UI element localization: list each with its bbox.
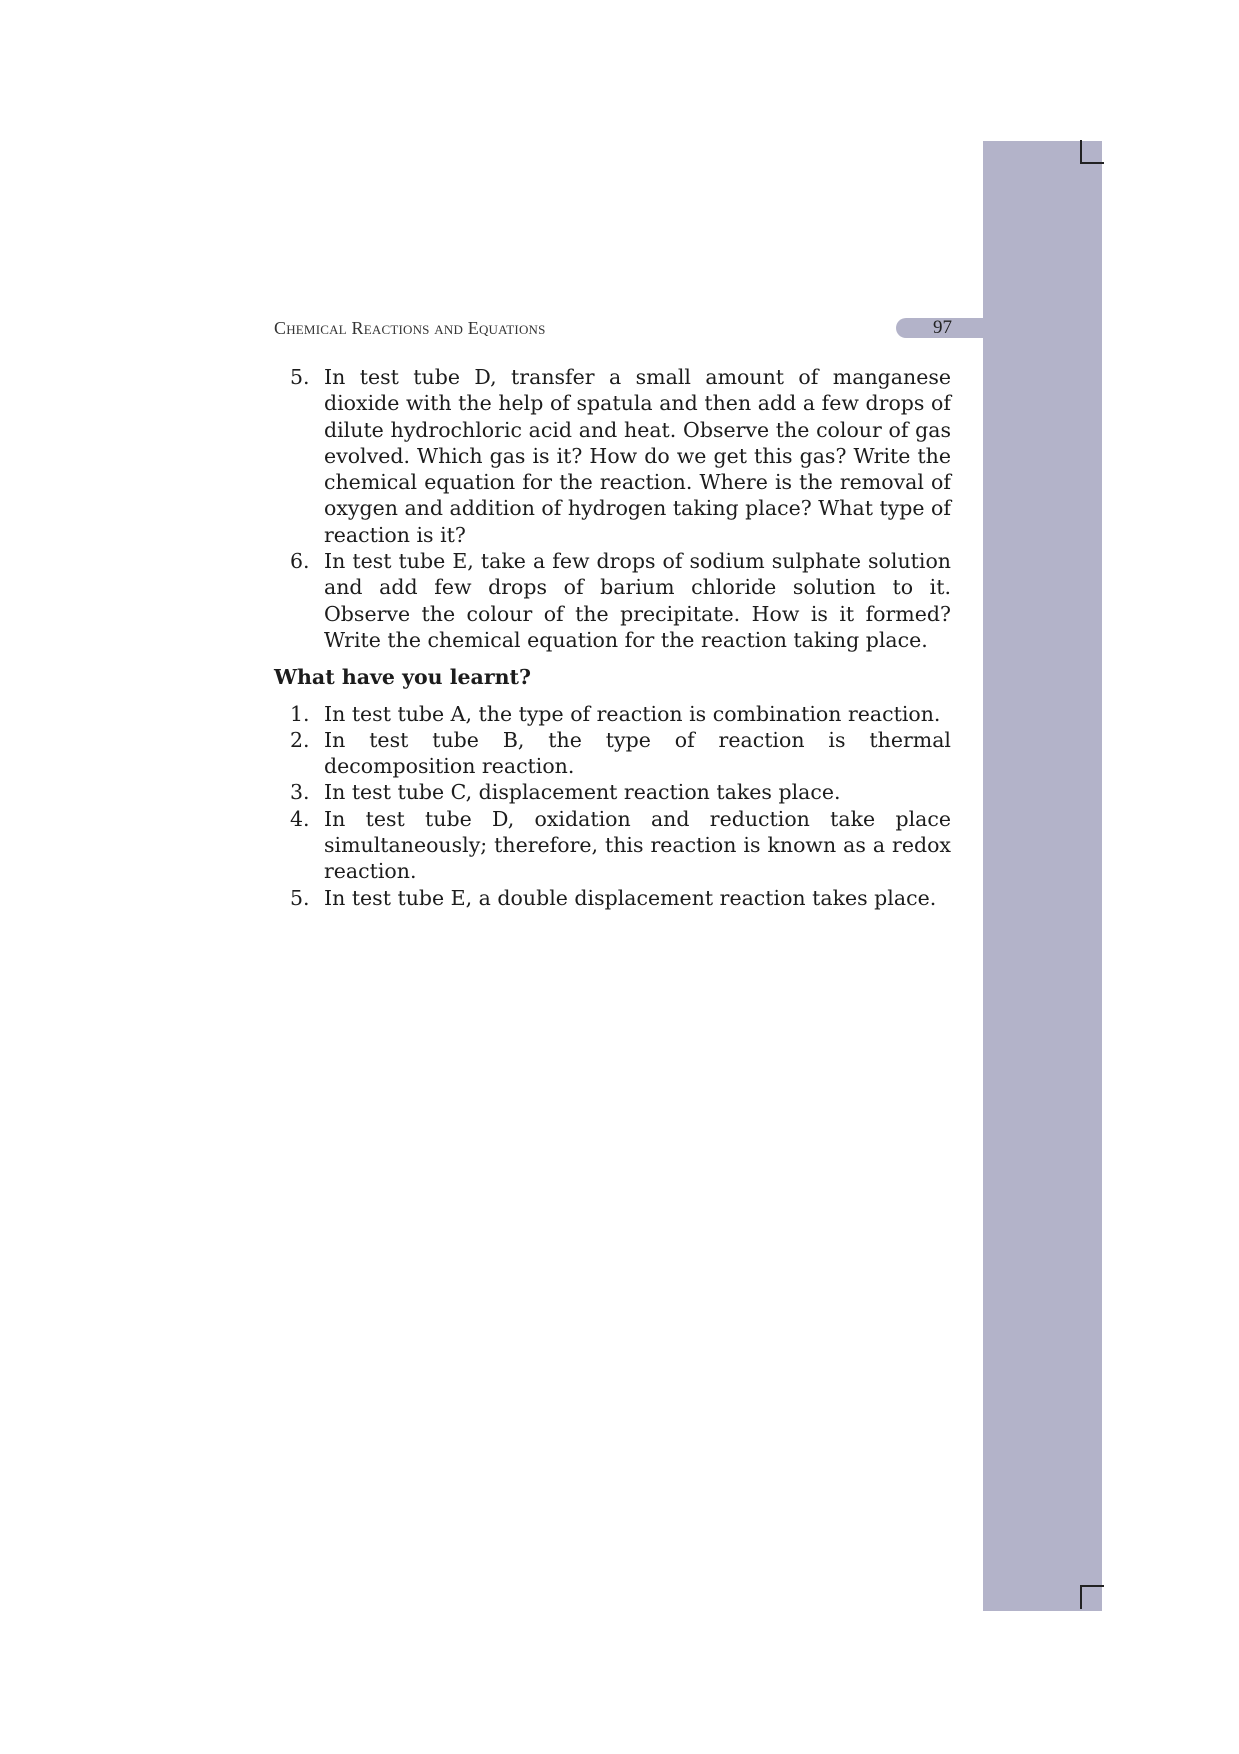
side-margin-band <box>983 141 1102 1611</box>
running-title: Chemical Reactions and Equations <box>274 318 546 338</box>
learnt-list <box>274 701 951 911</box>
list-item <box>274 885 951 911</box>
item-text: In test tube C, displacement reaction takes place. <box>324 780 841 805</box>
item-number: 6. <box>290 549 310 574</box>
list-item <box>274 806 951 885</box>
list-item <box>274 548 951 653</box>
crop-mark-bottom <box>1080 1585 1104 1609</box>
item-text: In test tube B, the type of reaction is thermal decomposition reaction. <box>324 727 951 779</box>
crop-mark-top <box>1080 140 1104 164</box>
page-content <box>274 364 951 911</box>
item-number: 5. <box>290 885 310 910</box>
item-number: 1. <box>290 701 310 726</box>
item-number: 5. <box>290 365 310 389</box>
item-text: In test tube E, a double displacement reaction takes place. <box>324 885 937 910</box>
list-item <box>274 779 951 805</box>
item-text: In test tube E, take a few drops of sodium sulphate solution and add few drops of barium chloride solution to it. Observe the colour of the precipitate. How is it formed? Write the chemical equation for the reaction taking place. <box>324 549 951 652</box>
item-number: 2. <box>290 727 310 752</box>
item-text: In test tube D, oxidation and reduction take place simultaneously; therefore, this reaction is known as a redox reaction. <box>324 806 951 884</box>
item-text: In test tube D, transfer a small amount of manganese dioxide with the help of spatula and then add a few drops of dilute hydrochloric acid and heat. Observe the colour of gas evolved. Which gas is it? How do we get this gas? Write the chemical equation for the reaction. Where is the removal of oxygen and addition of hydrogen taking place? What type of reaction is it? <box>324 365 951 547</box>
item-number: 4. <box>290 806 310 831</box>
page-number: 97 <box>896 318 989 338</box>
list-item <box>274 364 951 548</box>
item-number: 3. <box>290 780 310 805</box>
list-item <box>274 701 951 727</box>
list-item <box>274 727 951 780</box>
section-heading: What have you learnt? <box>274 665 532 690</box>
item-text: In test tube A, the type of reaction is combination reaction. <box>324 701 941 726</box>
procedure-steps <box>274 364 951 653</box>
